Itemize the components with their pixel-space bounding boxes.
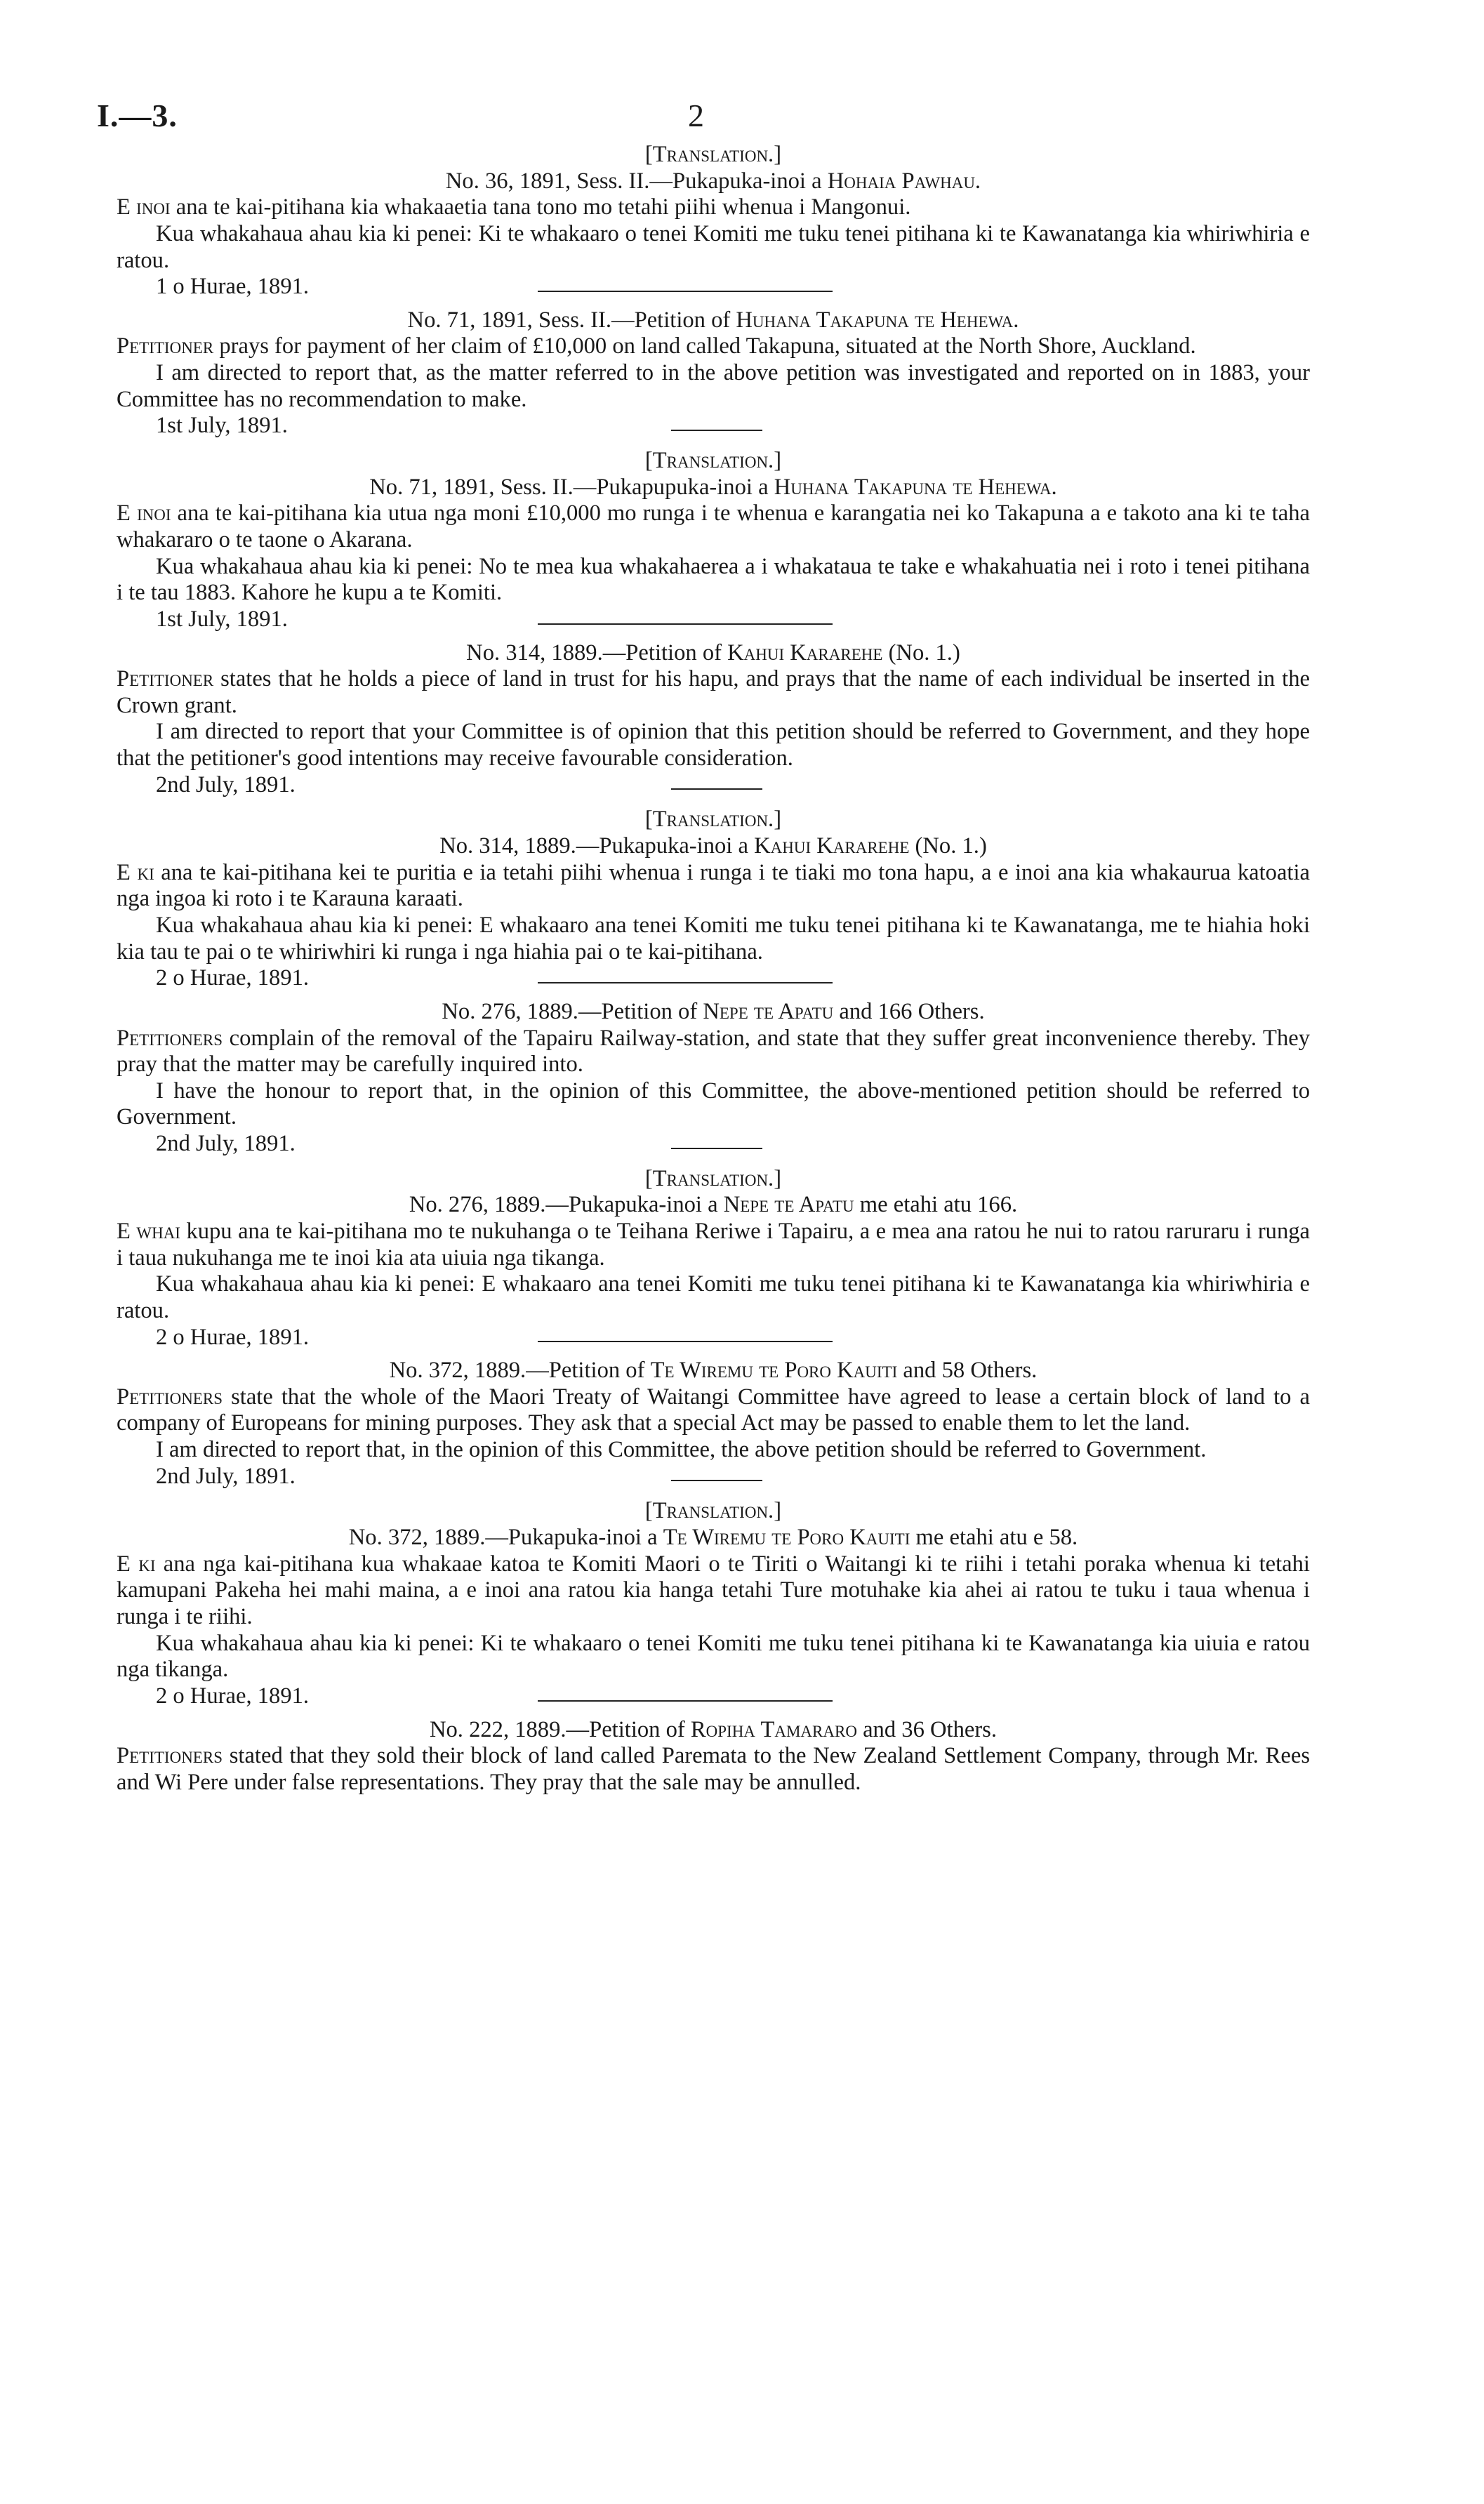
- separator-rule: [671, 1480, 762, 1481]
- petitioner-name: Nepe te Apatu: [723, 1192, 854, 1218]
- paragraph-lead: Petitioners: [117, 1384, 223, 1410]
- title-suffix: and 166 Others.: [833, 998, 985, 1024]
- paragraph-lead: E ki: [117, 1551, 156, 1577]
- separator-rule: [538, 1341, 833, 1342]
- title-suffix: (No. 1.): [882, 640, 960, 665]
- petitioner-name: Ropiha Tamararo: [690, 1716, 857, 1742]
- title-text: No. 314, 1889.—Pukapuka-inoi a: [439, 833, 755, 859]
- paragraph-lead: Petitioner: [117, 333, 214, 359]
- committee-report: Kua whakahaua ahau kia ki penei: No te mea kua whakahaerea a i whakataua te take e whakahuatia nei i roto i tenei pitihana i te tau 1883. Kahore he kupu a te Komiti.: [117, 553, 1310, 606]
- paragraph: [117, 860, 1310, 913]
- section-title: [117, 1192, 1310, 1219]
- paragraph: [117, 1219, 1310, 1271]
- petitioner-name: Te Wiremu te Poro Kauiti: [650, 1358, 898, 1384]
- section-title: [117, 307, 1310, 334]
- report-date: 2 o Hurae, 1891.: [156, 965, 310, 991]
- petitioner-name: Huhana Takapuna te Hehewa.: [736, 307, 1019, 333]
- paragraph-lead: Petitioners: [117, 1743, 223, 1769]
- section-title: [117, 475, 1310, 501]
- paragraph-text: states that he holds a piece of land in trust for his hapu, and prays that the name of each individual be inserted in the Crown grant.: [117, 666, 1310, 718]
- title-text: No. 36, 1891, Sess. II.—Pukapuka-inoi a: [445, 168, 828, 194]
- committee-report: I am directed to report that, in the opinion of this Committee, the above petition should be referred to Government.: [156, 1437, 1207, 1463]
- report-date: 2 o Hurae, 1891.: [156, 1324, 310, 1350]
- section-title: [117, 833, 1310, 860]
- page-number: 2: [688, 98, 704, 133]
- petitioner-name: Kahui Kararehe: [727, 640, 883, 665]
- section-372-petition: [117, 1358, 1310, 1497]
- report-date: 2nd July, 1891.: [156, 771, 296, 797]
- paragraph-text: stated that they sold their block of land called Paremata to the New Zealand Settlement Company, through Mr. Rees and Wi Pere under false representations. They pray that the sale may be annulled.: [117, 1743, 1310, 1795]
- section-36-translation: [117, 142, 1310, 307]
- committee-report: Kua whakahaua ahau kia ki penei: Ki te whakaaro o tenei Komiti me tuku tenei pitihana ki te Kawanatanga kia whiriwhiria e ratou.: [117, 220, 1310, 273]
- section-separator: [117, 300, 1310, 307]
- paragraph-lead: E ki: [117, 859, 154, 885]
- title-text: No. 372, 1889.—Pukapuka-inoi a: [348, 1525, 663, 1551]
- report-date: 2nd July, 1891.: [156, 1131, 296, 1157]
- section-71-petition: [117, 307, 1310, 446]
- title-suffix: (No. 1.): [909, 833, 987, 859]
- separator-rule: [538, 1700, 833, 1702]
- paragraph-text: ana nga kai-pitihana kua whakaae katoa te Komiti Maori o te Tiriti o Waitangi ki te riihi i tetahi poraka whenua ki tetahi kamupani Pakeha hei mahi maina, a e inoi ana ratou kia hanga tetahi Ture motuhake kia ahei ai ratou te tuku i taua whenua i runga i te riihi.: [117, 1551, 1310, 1629]
- paragraph-lead: E inoi: [117, 501, 171, 526]
- title-text: No. 314, 1889.—Petition of: [466, 640, 728, 665]
- section-title: [117, 640, 1310, 667]
- section-separator: [117, 1158, 1310, 1165]
- document-body: [117, 140, 1310, 1796]
- separator-rule: [538, 291, 833, 292]
- report-date: 2 o Hurae, 1891.: [156, 1683, 310, 1709]
- separator-rule: [671, 788, 762, 790]
- separator-rule: [538, 623, 833, 625]
- translation-label: [Translation.]: [644, 1165, 782, 1191]
- separator-rule: [671, 1148, 762, 1149]
- paragraph-lead: E inoi: [117, 194, 171, 220]
- title-suffix: and 36 Others.: [856, 1716, 998, 1742]
- paragraph: [117, 501, 1310, 553]
- section-separator: [117, 439, 1310, 446]
- committee-report: I am directed to report that your Committee is of opinion that this petition should be referred to Government, and they hope that the petitioner's good intentions may receive favourable consideration.: [117, 719, 1310, 771]
- title-text: No. 222, 1889.—Petition of: [429, 1716, 691, 1742]
- section-222-petition: [117, 1717, 1310, 1796]
- section-separator: [117, 1490, 1310, 1497]
- paragraph: [117, 1384, 1310, 1437]
- committee-report: I am directed to report that, as the matter referred to in the above petition was investigated and reported on in 1883, your Committee has no recommendation to make.: [117, 360, 1310, 412]
- section-title: [117, 1358, 1310, 1384]
- section-372-translation: [117, 1498, 1310, 1716]
- paragraph-lead: E whai: [117, 1218, 180, 1244]
- report-date: 1 o Hurae, 1891.: [156, 274, 310, 300]
- paragraph: [117, 1026, 1310, 1078]
- paragraph: [117, 333, 1310, 360]
- petitioner-name: Nepe te Apatu: [703, 998, 834, 1024]
- paragraph: [117, 1743, 1310, 1796]
- paragraph: [117, 1551, 1310, 1631]
- title-text: No. 71, 1891, Sess. II.—Pukapupuka-inoi a: [369, 474, 774, 500]
- title-suffix: me etahi atu e 58.: [910, 1525, 1078, 1551]
- paragraph-text: kupu ana te kai-pitihana mo te nukuhanga o te Teihana Reriwe i Tapairu, a e mea ana ratou he nui to ratou raruraru i runga i taua nukuhanga me te inoi kia ata uiuia nga tikanga.: [117, 1218, 1310, 1271]
- committee-report: Kua whakahaua ahau kia ki penei: E whakaaro ana tenei Komiti me tuku tenei pitihana ki te Kawanatanga kia whiriwhiria e ratou.: [117, 1271, 1310, 1323]
- separator-rule: [671, 430, 762, 431]
- title-text: No. 276, 1889.—Petition of: [442, 998, 703, 1024]
- committee-report: I have the honour to report that, in the opinion of this Committee, the above-mentioned petition should be referred to Government.: [117, 1078, 1310, 1130]
- paragraph-text: state that the whole of the Maori Treaty of Waitangi Committee have agreed to lease a certain block of land to a company of Europeans for mining purposes. They ask that a special Act may be passed to enable them to let the land.: [117, 1384, 1310, 1436]
- section-71-translation: [117, 448, 1310, 640]
- section-separator: [117, 992, 1310, 999]
- paragraph: [117, 666, 1310, 719]
- section-separator: [117, 798, 1310, 805]
- report-date: 1st July, 1891.: [156, 413, 288, 439]
- section-314-petition: [117, 640, 1310, 806]
- paragraph-text: ana te kai-pitihana kei te puritia e ia tetahi piihi whenua i runga i te tiaki mo tona hapu, a e inoi ana kia whakaurua katoatia nga ingoa ki roto i te Karauna karaati.: [117, 859, 1310, 912]
- paragraph-lead: Petitioner: [117, 666, 214, 692]
- section-title: [117, 999, 1310, 1026]
- section-separator: [117, 1351, 1310, 1358]
- paragraph-lead: Petitioners: [117, 1025, 223, 1051]
- petitioner-name: Kahui Kararehe: [754, 833, 910, 859]
- petitioner-name: Te Wiremu te Poro Kauiti: [663, 1525, 910, 1551]
- paragraph-text: ana te kai-pitihana kia whakaaetia tana tono mo tetahi piihi whenua i Mangonui.: [170, 194, 911, 220]
- translation-label: [Translation.]: [644, 807, 782, 833]
- committee-report: Kua whakahaua ahau kia ki penei: Ki te whakaaro o tenei Komiti me tuku tenei pitihana ki te Kawanatanga kia uiuia e ratou nga tikanga.: [117, 1630, 1310, 1683]
- petitioner-name: Hohaia Pawhau.: [827, 168, 981, 194]
- paragraph-text: prays for payment of her claim of £10,000 on land called Takapuna, situated at the North Shore, Auckland.: [213, 333, 1196, 359]
- separator-rule: [538, 982, 833, 983]
- translation-label: [Translation.]: [644, 448, 782, 474]
- translation-label: [Translation.]: [644, 142, 782, 167]
- section-276-translation: [117, 1166, 1310, 1358]
- report-date: 2nd July, 1891.: [156, 1463, 296, 1489]
- title-text: No. 276, 1889.—Pukapuka-inoi a: [409, 1192, 724, 1218]
- translation-label: [Translation.]: [644, 1498, 782, 1524]
- petitioner-name: Huhana Takapuna te Hehewa.: [774, 474, 1057, 500]
- section-276-petition: [117, 999, 1310, 1165]
- section-separator: [117, 1710, 1310, 1717]
- section-314-translation: [117, 807, 1310, 998]
- paragraph-text: ana te kai-pitihana kia utua nga moni £10,000 mo runga i te whenua e karangatia nei ko Takapuna a e takoto ana ki te taha whakararo o te taone o Akarana.: [117, 501, 1310, 552]
- committee-report: Kua whakahaua ahau kia ki penei: E whakaaro ana tenei Komiti me tuku tenei pitihana ki te Kawanatanga, me te hiahia hoki kia tau te pai o te whiriwhiri ki runga i nga hiahia pai o te kai-pitihana.: [117, 912, 1310, 965]
- title-text: No. 372, 1889.—Petition of: [389, 1358, 651, 1384]
- title-text: No. 71, 1891, Sess. II.—Petition of: [407, 307, 736, 333]
- page-header: [0, 97, 1484, 139]
- section-title: [117, 1525, 1310, 1551]
- section-title: [117, 1717, 1310, 1744]
- paragraph: [117, 194, 1310, 221]
- title-suffix: and 58 Others.: [897, 1358, 1038, 1384]
- section-title: [117, 168, 1310, 195]
- report-date: 1st July, 1891.: [156, 606, 288, 632]
- section-separator: [117, 633, 1310, 640]
- document-reference: I.—3.: [97, 98, 178, 133]
- paragraph-text: complain of the removal of the Tapairu Railway-station, and state that they suffer great inconvenience thereby. They pray that the matter may be carefully inquired into.: [117, 1025, 1310, 1078]
- title-suffix: me etahi atu 166.: [854, 1192, 1018, 1218]
